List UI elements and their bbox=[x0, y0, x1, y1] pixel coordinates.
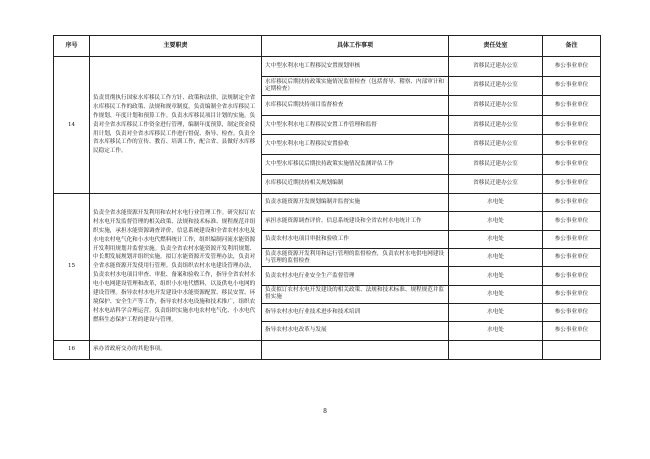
dept-cell: 水电处 bbox=[449, 212, 543, 230]
task-cell: 大中型水利水电工程移民安置规划审核 bbox=[262, 57, 449, 77]
dept-cell: 省移民迁建办公室 bbox=[449, 57, 543, 77]
task-cell: 指导农村水电行业技术进步和技术培训 bbox=[262, 303, 449, 321]
note-cell: 参公事业单位 bbox=[543, 57, 601, 77]
table-row bbox=[54, 57, 601, 77]
note-cell: 参公事业单位 bbox=[543, 194, 601, 212]
dept-cell: 省移民迁建办公室 bbox=[449, 135, 543, 155]
header-task: 具体工作事项 bbox=[262, 36, 449, 57]
header-duty: 主要职责 bbox=[90, 36, 262, 57]
task-cell: 水库移民后期扶持项目监督检查 bbox=[262, 96, 449, 116]
note-cell bbox=[543, 340, 601, 359]
dept-cell: 省移民迁建办公室 bbox=[449, 96, 543, 116]
seq-cell: 14 bbox=[54, 57, 90, 194]
responsibility-table bbox=[53, 35, 601, 360]
dept-cell: 水电处 bbox=[449, 303, 543, 321]
task-cell bbox=[262, 340, 449, 359]
note-cell: 参公事业单位 bbox=[543, 174, 601, 194]
task-cell: 指导农村水电改革与发展 bbox=[262, 322, 449, 340]
dept-cell: 水电处 bbox=[449, 194, 543, 212]
dept-cell: 水电处 bbox=[449, 267, 543, 285]
note-cell: 参公事业单位 bbox=[543, 322, 601, 340]
dept-cell: 省移民迁建办公室 bbox=[449, 76, 543, 96]
duty-cell: 承办省政府交办的其他事项。 bbox=[90, 340, 262, 359]
note-cell: 参公事业单位 bbox=[543, 115, 601, 135]
note-cell: 参公事业单位 bbox=[543, 135, 601, 155]
dept-cell: 水电处 bbox=[449, 230, 543, 248]
note-cell: 参公事业单位 bbox=[543, 154, 601, 174]
task-cell: 负责拟订农村水电开发建设的相关政策、法规和技术标准、规程规范并监督实施 bbox=[262, 285, 449, 303]
note-cell: 参公事业单位 bbox=[543, 267, 601, 285]
table-row bbox=[54, 194, 601, 212]
dept-cell: 省移民迁建办公室 bbox=[449, 154, 543, 174]
task-cell: 大中型水利水电工程移民安置验收 bbox=[262, 135, 449, 155]
task-cell: 水库移民后期扶持政策实施情况监督检查（包括督导、稽察、内部审计和定期检查） bbox=[262, 76, 449, 96]
note-cell: 参公事业单位 bbox=[543, 76, 601, 96]
header-seq: 序号 bbox=[54, 36, 90, 57]
note-cell: 参公事业单位 bbox=[543, 303, 601, 321]
dept-cell: 省移民迁建办公室 bbox=[449, 115, 543, 135]
duty-cell: 负责贯彻执行国家水库移民工作方针、政策和法律，法规制定全省水库移民工作的政策、法规和规章制度。负责编制全省水库移民工作规划、年度计划和预算工作。负责水库移民项目计划的实施。负责对全省水库移民工作资金进行管理，编制年度预算，制定资金使用计划，负责对全省水库移民工作进行督促、指导、检查。负责全省水库移民工作的宣传、教育、培训工作，配合省、县做好水库移民稳定工作。 bbox=[90, 57, 262, 194]
task-cell: 大中型水利水电工程移民安置工作管理和监督 bbox=[262, 115, 449, 135]
task-cell: 水库移民近期扶持相关规划编制 bbox=[262, 174, 449, 194]
task-cell: 负责水能资源开发规划编制并监督实施 bbox=[262, 194, 449, 212]
note-cell: 参公事业单位 bbox=[543, 285, 601, 303]
task-cell: 承担水能资源调查评价、信息系统建设和全省农村水电统计工作 bbox=[262, 212, 449, 230]
task-cell: 大中型水库移民后期扶持政策实施情况监测评估工作 bbox=[262, 154, 449, 174]
header-row bbox=[54, 36, 601, 57]
task-cell: 负责农村水电项目审批和验收工作 bbox=[262, 230, 449, 248]
task-cell: 负责水能资源开发利用和运行管理的监督检查，负责农村水电供电网建设与管理的监督检查 bbox=[262, 249, 449, 267]
seq-cell: 15 bbox=[54, 194, 90, 340]
dept-cell bbox=[449, 340, 543, 359]
note-cell: 参公事业单位 bbox=[543, 96, 601, 116]
duty-cell: 负责全省水能资源开发利用和农村水电行业管理工作。研究拟订农村水电开发监督管理的相关政策、法规和技术标准、规程规范并组织实施，承担水能资源调查评价，信息系统建设和全省农村水电及水电农村电气化和小水电代燃料统计工作，组织编制河流水能资源开发利用规划并监督实施。负责全省农村水能资源开发利用规划、中长期发展规划并组织实施。拟订水能资源开发管理办法，负责对全省水能资源开发使用行管理。负责组织农村水电建设管理办法，负责农村水电项目审查、审批、备案和验收工作，指导全省农村水电小电网建设管理和改革，组织小水电代燃料，以及供电小电网的建设管理。指导农村水电开发建设中水能资源配置、移民安置、环境保护、安全生产等工作，指导农村水电设施和技术推广，组织农村水电站科学合理运营。负责组织实施水电农村电气化、小水电代燃料生态保护工程的建设与管理。 bbox=[90, 194, 262, 340]
note-cell: 参公事业单位 bbox=[543, 249, 601, 267]
header-dept: 责任处室 bbox=[449, 36, 543, 57]
header-note: 备注 bbox=[543, 36, 601, 57]
dept-cell: 省移民迁建办公室 bbox=[449, 174, 543, 194]
note-cell: 参公事业单位 bbox=[543, 212, 601, 230]
seq-cell: 16 bbox=[54, 340, 90, 359]
dept-cell: 水电处 bbox=[449, 249, 543, 267]
dept-cell: 水电处 bbox=[449, 322, 543, 340]
page-number: 8 bbox=[323, 408, 327, 415]
table-row bbox=[54, 340, 601, 359]
task-cell: 负责农村水电行业安全生产监督管理 bbox=[262, 267, 449, 285]
note-cell: 参公事业单位 bbox=[543, 230, 601, 248]
dept-cell: 水电处 bbox=[449, 285, 543, 303]
